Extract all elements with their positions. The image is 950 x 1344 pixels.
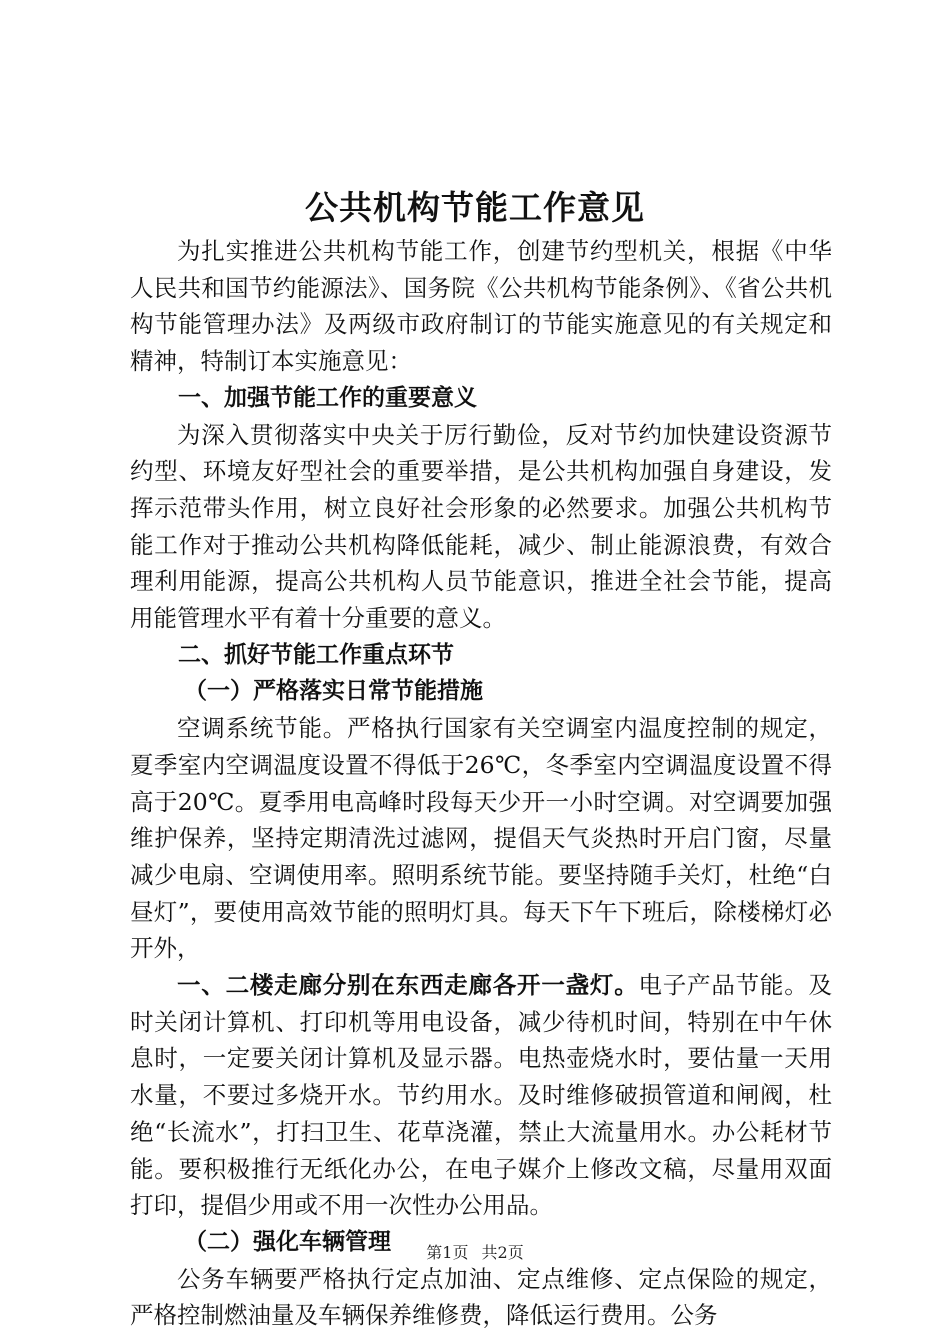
page-total: 共2页 [481,1243,524,1262]
subsection-2-heading: （二）强化车辆管理 [184,1228,391,1255]
subsection-1-paragraph-continued [130,967,832,1224]
subsection-2-paragraph: 公务车辆要严格执行定点加油、定点维修、定点保险的规定，严格控制燃油量及车辆保养维修费，降低运行费用。公务 [130,1264,832,1330]
subsection-1-paragraph-rest: 电子产品节能。及时关闭计算机、打印机等用电设备，减少待机时间，特别在中午休息时，一定要关闭计算机及显示器。电热壶烧水时，要估量一天用水量，不要过多烧开水。节约用水。及时维修破损管道和闸阀，杜绝“长流水”，打扫卫生、花草浇灌，禁止大流量用水。办公耗材节能。要积极推行无纸化办公，在电子媒介上修改文稿，尽量用双面打印，提倡少用或不用一次性办公用品。 [130,971,833,1220]
corridor-light-rule: 一、二楼走廊分别在东西走廊各开一盏灯。 [177,971,639,1000]
intro-paragraph: 为扎实推进公共机构节能工作，创建节约型机关，根据《中华人民共和国节约能源法》、国务院《公共机构节能条例》、《省公共机构节能管理办法》及两级市政府制订的节能实施意见的有关规定和精神，特制订本实施意见： [130,237,832,376]
page-footer [0,1241,950,1265]
page-number: 第1页 [426,1243,469,1262]
section-1-heading: 一、加强节能工作的重要意义 [178,384,477,411]
document-title: 公共机构节能工作意见 [305,188,645,227]
section-2-heading: 二、抓好节能工作重点环节 [178,641,454,668]
section-1-paragraph: 为深入贯彻落实中央关于厉行勤俭，反对节约加快建设资源节约型、环境友好型社会的重要举措，是公共机构加强自身建设，发挥示范带头作用，树立良好社会形象的必然要求。加强公共机构节能工作对于推动公共机构降低能耗，减少、制止能源浪费，有效合理利用能源，提高公共机构人员节能意识，推进全社会节能，提高用能管理水平有着十分重要的意义。 [130,420,832,633]
subsection-1-heading: （一）严格落实日常节能措施 [184,678,483,705]
subsection-1-paragraph: 空调系统节能。严格执行国家有关空调室内温度控制的规定，夏季室内空调温度设置不得低于26℃，冬季室内空调温度设置不得高于20℃。夏季用电高峰时段每天少开一小时空调。对空调要加强维护保养，坚持定期清洗过滤网，提倡天气炎热时开启门窗，尽量减少电扇、空调使用率。照明系统节能。要坚持随手关灯，杜绝“白昼灯”，要使用高效节能的照明灯具。每天下午下班后，除楼梯灯必开外， [130,714,832,963]
document-body [130,233,832,1334]
